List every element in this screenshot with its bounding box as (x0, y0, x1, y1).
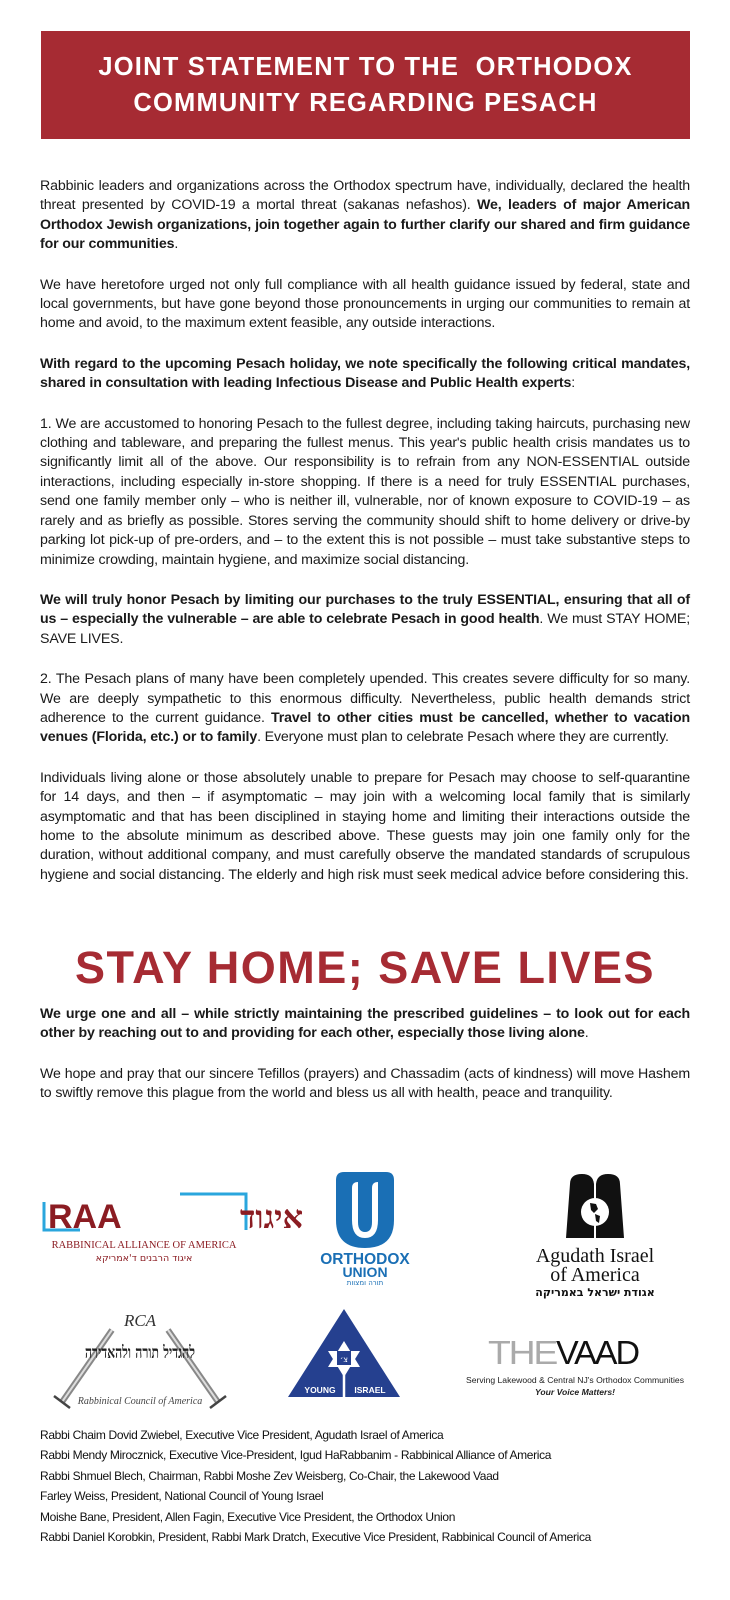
intro-bold: We, leaders of major American Orthodox Jewish organizations, join together again to further clarify our shared and firm guidance for our communities (40, 197, 690, 253)
vaad-logo-icon (440, 1330, 710, 1400)
slogan-heading: STAY HOME; SAVE LIVES (75, 942, 655, 993)
yi-tablet: צ׳ (339, 1355, 349, 1364)
agudah-logo-icon (490, 1170, 700, 1300)
statement-closing (40, 1005, 690, 1125)
signatory: Rabbi Daniel Korobkin, President, Rabbi Mark Dratch, Executive Vice President, Rabbinical Council of America (40, 1530, 591, 1545)
rca-abbr: RCA (123, 1311, 157, 1330)
yi-left: YOUNG (304, 1385, 336, 1395)
signatory: Rabbi Mendy Mirocznick, Executive Vice-President, Igud HaRabbanim - Rabbinical Alliance of America (40, 1448, 552, 1463)
paragraph-urge (40, 1005, 690, 1044)
signatories-list (40, 1425, 720, 1547)
logo-young-israel (282, 1305, 407, 1400)
paragraph-point-1: 1. We are accustomed to honoring Pesach to the fullest degree, including taking haircuts, purchasing new clothing and tableware, and preparing the fullest menus. This year's public health crisis mandates us to significantly limit all of the above. Our responsibility is to refrain from any NON-ESSENTIAL outside interactions, including especially in-store shopping. If there is a need for truly ESSENTIAL purchases, send one family member only – who is neither ill, vulnerable, nor of known exposure to COVID-19 – as rarely and as briefly as possible. Stores serving the community should shift to home delivery or drive-by parking lot pick-up of pre-orders, and – to the extent this is not possible – must take substantive steps to minimize crowding, maintain hygiene, and maximize social distancing. (40, 415, 690, 568)
raa-latin: RAA (48, 1198, 122, 1236)
young-israel-logo-icon (282, 1305, 407, 1400)
vaad-the: THE (488, 1334, 558, 1371)
title-line-2: COMMUNITY REGARDING PESACH (133, 89, 598, 117)
vaad-motto: Your Voice Matters! (534, 1387, 616, 1397)
signatory: Rabbi Shmuel Blech, Chairman, Rabbi Moshe Zev Weisberg, Co-Chair, the Lakewood Vaad (40, 1468, 499, 1483)
vaad-tagline: Serving Lakewood & Central NJ's Orthodox Communities (465, 1375, 685, 1385)
paragraph-intro (40, 177, 690, 255)
signatory: Moishe Bane, President, Allen Fagin, Executive Vice President, the Orthodox Union (40, 1509, 456, 1524)
ou-line2: UNION (342, 1264, 388, 1280)
paragraph-individuals: Individuals living alone or those absolutely unable to prepare for Pesach may choose to self-quarantine for 14 days, and then – if asymptomatic – may join with a welcoming local family that is similarly asymptomatic and that has been disciplined in staying home and limiting their interactions outside the home to the absolute minimum as described above. These guests may join one family only for the duration, without additional company, and must carefully observe the mandated standards of scrupulous hygiene and social distancing. The elderly and high risk must seek medical advice before considering this. (40, 769, 690, 883)
point-2-text: 2. The Pesach plans of many have been completely upended. This creates severe difficulty for so many. We are deeply sympathetic to this enormous difficulty. Nevertheless, public health demands strict adherence to the current guidance. (40, 671, 690, 726)
paragraph-mandates (40, 355, 690, 394)
raa-name: RABBINICAL ALLIANCE OF AMERICA (51, 1240, 237, 1251)
rca-hebrew: להגדיל תורה ולהאדירה (85, 1343, 196, 1363)
urge-bold: We urge one and all – while strictly maintaining the prescribed guidelines – to look out for each other by reaching out to and providing for each other, especially those living alone (40, 1006, 690, 1042)
ou-line1: ORTHODOX (320, 1251, 410, 1268)
honor-end: . We must STAY HOME; SAVE LIVES. (40, 611, 690, 647)
logo-ou (300, 1170, 430, 1285)
raa-hebrew: איגוד (240, 1198, 304, 1236)
paragraph-compliance: We have heretofore urged not only full compliance with all health guidance issued by federal, state and local governments, but have gone beyond those pronouncements in urging our communities to remain at home and avoid, to the maximum extent feasible, any outside interactions. (40, 276, 690, 332)
agudah-line2: of America (550, 1264, 640, 1286)
title-banner (41, 31, 690, 139)
signatory: Farley Weiss, President, National Council of Young Israel (40, 1489, 324, 1504)
logo-vaad (440, 1330, 710, 1400)
rca-name: Rabbinical Council of America (77, 1396, 203, 1407)
paragraph-honor (40, 591, 690, 649)
point-2-end: . Everyone must plan to celebrate Pesach where they are currently. (257, 729, 669, 746)
mandates-bold: With regard to the upcoming Pesach holiday, we note specifically the following critical mandates, shared in consultation with leading Infectious Disease and Public Health experts (40, 355, 690, 392)
paragraph-point-2 (40, 670, 690, 748)
intro-end: . (174, 236, 179, 253)
intro-text: Rabbinic leaders and organizations across the Orthodox spectrum have, individually, declared the health threat presented by COVID-19 a mortal threat (sakanas nefashos). (40, 178, 690, 214)
title-line-1: JOINT STATEMENT TO THE ORTHODOX (98, 53, 633, 81)
paragraph-prayer: We hope and pray that our sincere Tefillos (prayers) and Chassadim (acts of kindness) will move Hashem to swiftly remove this plague from the world and bless us all with health, peace and tranquility. (40, 1065, 690, 1102)
point-2-bold: Travel to other cities must be cancelled, whether to vacation venues (Florida, etc.) or to family (40, 709, 690, 746)
ou-hebrew: תורה ומצוות (346, 1279, 384, 1287)
ou-logo-icon (300, 1170, 430, 1285)
statement-body (40, 177, 690, 906)
agudah-hebrew: אגודת ישראל באמריקה (535, 1286, 655, 1299)
logo-raa (40, 1190, 304, 1270)
signatory: Rabbi Chaim Dovid Zwiebel, Executive Vice President, Agudath Israel of America (40, 1428, 444, 1442)
urge-end: . (584, 1025, 589, 1042)
vaad-vaad: VAAD (556, 1334, 640, 1371)
honor-bold: We will truly honor Pesach by limiting our purchases to the truly ESSENTIAL, ensuring that all of us – especially the vulnerable – are able to celebrate Pesach in good health (40, 591, 690, 628)
rca-logo-icon (40, 1300, 240, 1412)
agudah-line1: Agudath Israel (535, 1245, 655, 1267)
logo-rca (40, 1300, 240, 1412)
logo-agudah (490, 1170, 700, 1300)
raa-hebrew-name: איגוד הרבנים ד'אמריקא (95, 1253, 193, 1264)
mandates-colon: : (571, 375, 575, 392)
raa-logo-icon (40, 1190, 304, 1270)
yi-right: ISRAEL (354, 1385, 386, 1395)
